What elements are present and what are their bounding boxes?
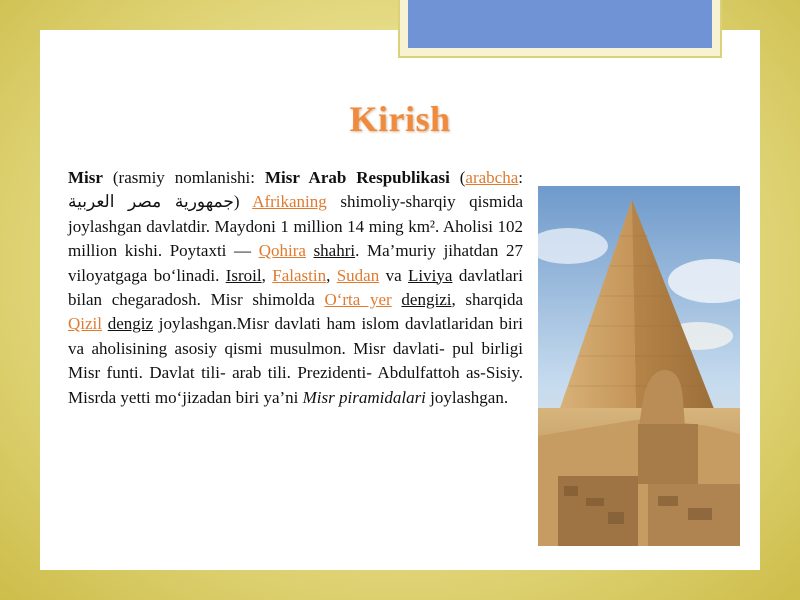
sphinx-body [638,424,698,484]
text-segment: shimoliy-sharqiy qismida joylashgan davlatdir. Maydoni 1 million 14 ming km². Aholisi 102 million kishi. Poytaxti — [68,192,523,261]
text-segment: joylashgan. [425,387,509,407]
header-banner-frame [398,0,722,58]
text-segment: , sharqida [451,290,524,310]
link-orta-yer[interactable]: O‘rta yer [324,290,392,310]
text-segment [392,290,402,309]
text-segment: , [326,265,337,285]
link-afrikaning[interactable]: Afrikaning [252,192,327,212]
text-country-name: Misr [68,168,103,187]
link-shahri[interactable]: shahri [313,241,356,261]
text-pyramids: Misr piramidalari [302,387,426,407]
text-segment: davlatlari bilan chegaradosh. Misr shimolda [68,265,524,310]
text-segment: (rasmiy nomlanishi: [102,168,265,187]
text-segment [306,241,314,260]
pyramid-sphinx-photo [538,186,740,546]
text-segment: joylashgan.Misr davlati ham islom davlatlaridan biri va aholisining asosiy qismi musulmon. Misr davlati- pul birligi Misr funti. Davlat tili- arab tili. Prezidenti- Abdulfattoh as-Sisiy. Misrda yetti mo‘jizadan biri ya’ni [68,314,523,407]
header-banner [408,0,712,48]
text-segment: . Ma’muriy jihatdan 27 viloyatgaga bo‘linadi. [68,241,523,285]
link-sudan[interactable]: Sudan [336,265,380,285]
link-isroil[interactable]: Isroil [225,265,262,285]
slide-title: Kirish [349,99,451,139]
link-qizil[interactable]: Qizil [68,314,102,334]
link-falastin[interactable]: Falastin [272,265,327,285]
text-segment: , [261,265,273,285]
text-segment: ) [233,192,253,212]
pyramid-sphinx-illustration [538,186,740,546]
link-liviya[interactable]: Liviya [408,265,453,285]
link-dengiz[interactable]: dengiz [107,314,154,334]
link-qohira[interactable]: Qohira [258,241,306,261]
link-arabcha[interactable]: arabcha [465,168,519,187]
text-official-name: Misr Arab Respublikasi [264,168,450,187]
text-segment: ( [449,168,466,187]
text-arabic-name: جمهورية مصر العربية [68,192,234,212]
text-segment: va [379,265,409,285]
body-paragraph [68,166,523,410]
link-dengizi[interactable]: dengizi [401,290,452,310]
text-segment: : [518,168,523,187]
